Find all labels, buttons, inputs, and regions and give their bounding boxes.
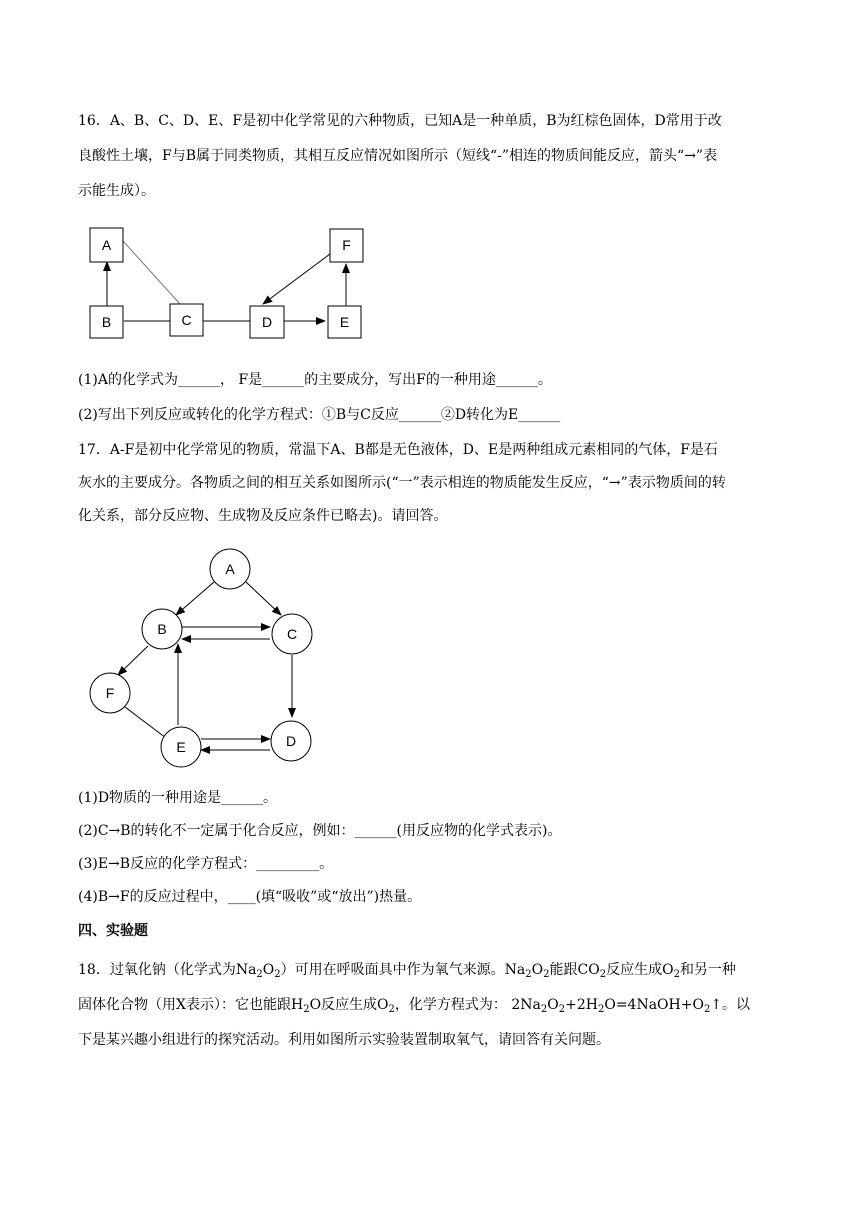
q17-arrow-a-b	[176, 582, 214, 615]
q16-stem-line-2: 良酸性土壤，F与B属于同类物质，其相互反应情况如图所示（短线“-”相连的物质间能反应，箭头“→”表	[78, 148, 718, 164]
section-heading-experiment: 四、实验题	[78, 923, 148, 939]
q18-line-2: 固体化合物（用X表示）：它也能跟$H_2O$反应生成$O_2$，化学方程式为： $2Na_2O_2+2H_2O=4NaOH+O_2↑$。以	[78, 997, 751, 1015]
q17-node-f	[90, 673, 130, 713]
q17-stem-line-1: 17．A-F是初中化学常见的物质，常温下A、B都是无色液体，D、E是两种组成元素相同的气体，F是石	[78, 442, 718, 458]
q16-node-e-label: E	[339, 314, 350, 330]
q16-stem-line-1: 16．A、B、C、D、E、F是初中化学常见的六种物质，已知A是一种单质，B为红棕色固体，D常用于改	[78, 113, 722, 129]
q17-node-a	[210, 549, 250, 589]
q16-node-a-label: A	[101, 237, 112, 253]
q16-node-d-label: D	[261, 314, 273, 330]
q17-node-e-label: E	[176, 739, 186, 755]
q17-node-a-label: A	[225, 561, 235, 577]
q17-sub-4: (4)B→F的反应过程中，____(填“吸收”或“放出”)热量。	[78, 889, 422, 905]
q17-node-c-label: C	[286, 626, 298, 642]
q16-node-b-label: B	[101, 314, 112, 330]
q17-sub-1: (1)D物质的一种用途是______。	[78, 790, 278, 806]
q17-node-b	[142, 609, 182, 649]
q16-node-e	[328, 306, 361, 338]
q17-node-b-label: B	[157, 621, 167, 637]
q16-node-c-label: C	[181, 312, 192, 328]
q17-link-f-e	[125, 707, 166, 738]
q18-line-1: 18．过氧化钠（化学式为$Na_2O_2$）可用在呼吸面具中作为氧气来源。$Na_2O_2$能跟$CO_2$反应生成$O_2$和另一种	[78, 962, 736, 980]
q17-relation-diagram	[80, 545, 330, 780]
q17-stem-line-2: 灰水的主要成分。各物质之间的相互关系如图所示(“一”表示相连的物质能发生反应，“→”表示物质间的转	[78, 475, 726, 491]
q16-node-f	[330, 229, 363, 262]
q17-arrow-a-c	[246, 582, 281, 615]
q17-node-d-label: D	[285, 733, 297, 749]
q17-stem-line-3: 化关系，部分反应物、生成物及反应条件已略去)。请回答。	[78, 508, 448, 524]
q18-line-3: 下是某兴趣小组进行的探究活动。利用如图所示实验装置制取氧气，请回答有关问题。	[78, 1032, 610, 1048]
q16-arrow-f-d	[263, 254, 330, 304]
q16-reaction-diagram	[80, 220, 380, 350]
q17-node-d	[271, 721, 311, 761]
q16-node-b	[90, 306, 123, 338]
q17-arrow-b-f	[118, 646, 148, 675]
q17-sub-3: (3)E→B反应的化学方程式：_________。	[78, 856, 334, 872]
q16-sub-1: (1)A的化学式为______， F是______的主要成分，写出F的一种用途______。	[78, 372, 552, 388]
q17-sub-2: (2)C→B的转化不一定属于化合反应，例如：______(用反应物的化学式表示)。	[78, 823, 562, 839]
q16-link-a-c	[123, 241, 180, 304]
q16-sub-2: (2)写出下列反应或转化的化学方程式：①B与C反应______②D转化为E______	[78, 407, 561, 423]
q16-node-c	[170, 304, 203, 336]
q17-node-f-label: F	[105, 685, 115, 701]
q17-node-c	[272, 614, 312, 654]
q16-node-d	[250, 306, 284, 338]
q16-stem-line-3: 示能生成）。	[78, 183, 155, 199]
q16-node-a	[90, 228, 123, 262]
q17-node-e	[161, 727, 201, 767]
q16-node-f-label: F	[342, 237, 351, 253]
